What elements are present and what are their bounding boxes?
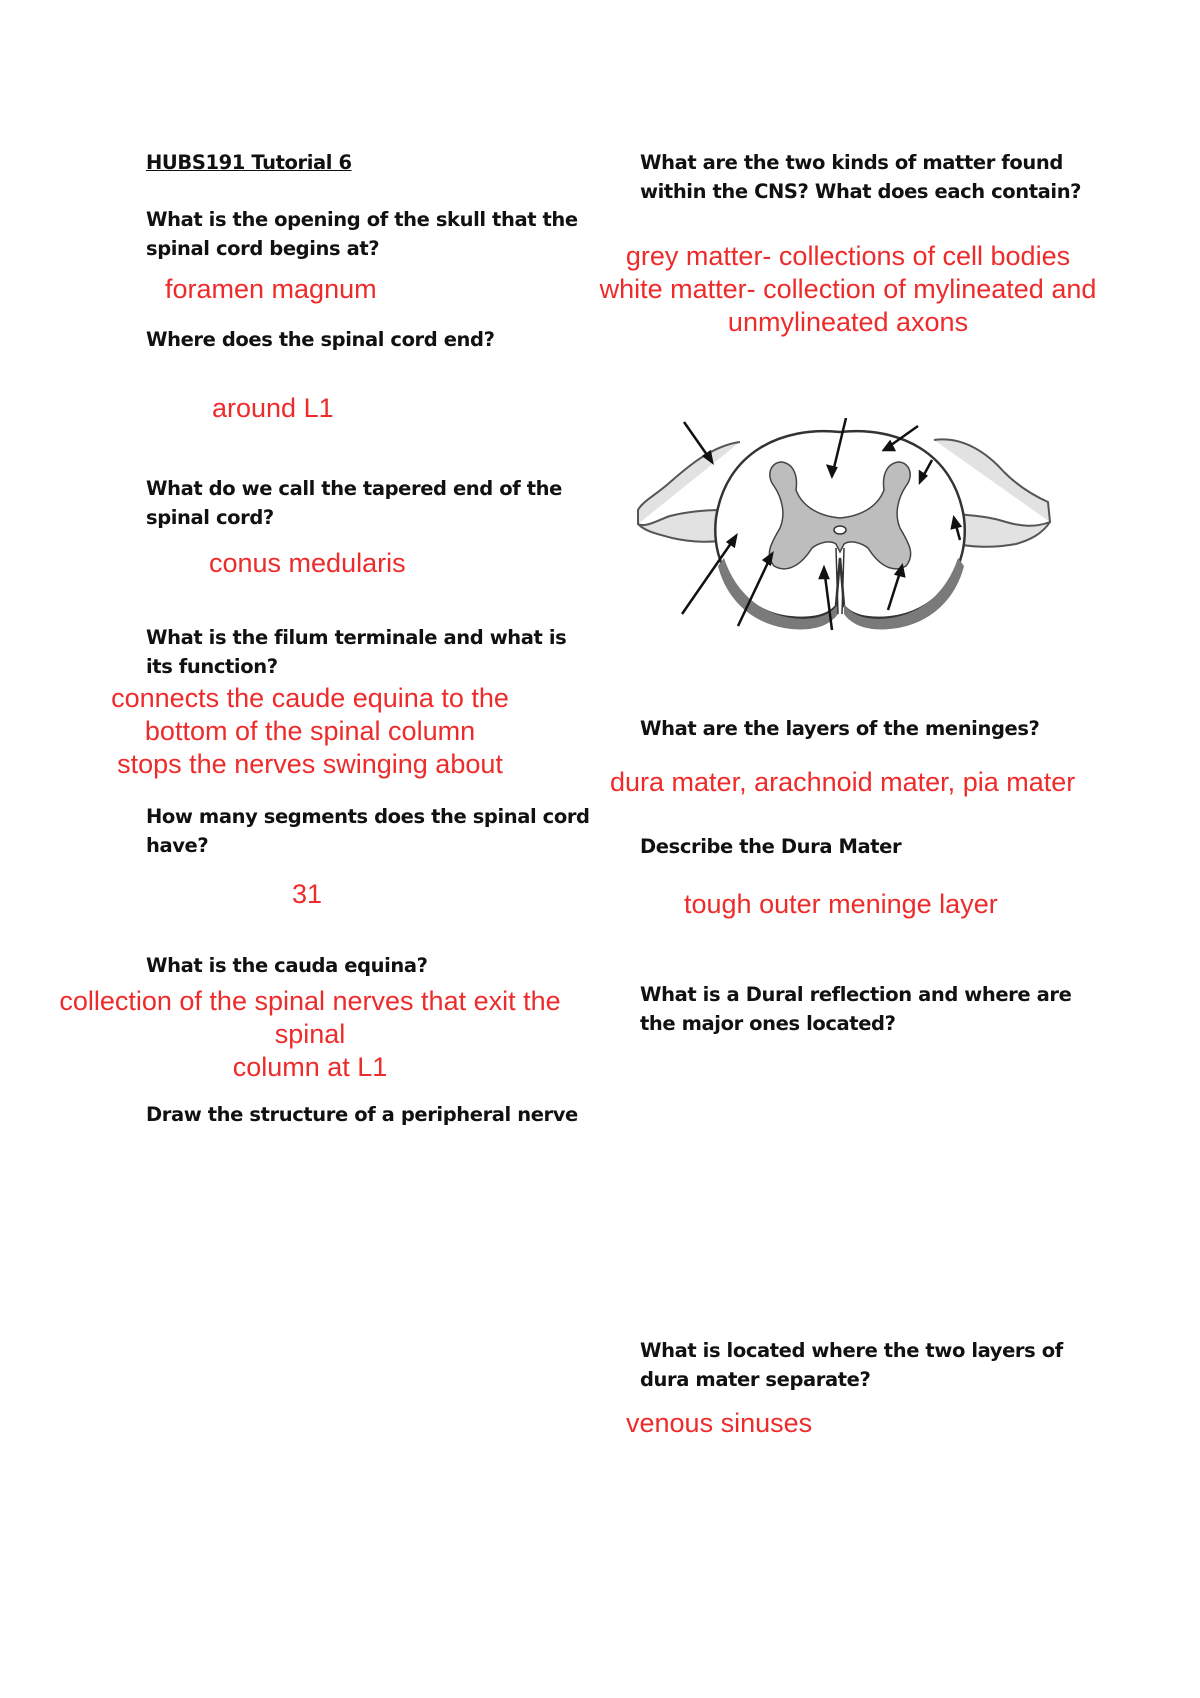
question-peripheral-nerve: Draw the structure of a peripheral nerve	[146, 1103, 578, 1126]
answer-dura-mater: tough outer meninge layer	[684, 889, 998, 919]
answer-skull-opening: foramen magnum	[165, 274, 377, 304]
answer-cns-matter: grey matter- collections of cell bodies white matter- collection of mylineated and unmylineated axons	[599, 241, 1097, 337]
question-skull-opening: What is the opening of the skull that the spinal cord begins at?	[146, 208, 578, 260]
worksheet-title: HUBS191 Tutorial 6	[146, 151, 352, 174]
answer-filum-terminale: connects the caude equina to the bottom of the spinal column stops the nerves swinging about	[111, 683, 509, 779]
question-segments: How many segments does the spinal cord have?	[146, 805, 590, 857]
question-dural-reflection: What is a Dural reflection and where are the major ones located?	[640, 983, 1072, 1035]
answer-segments: 31	[292, 879, 323, 909]
answer-cauda-equina: collection of the spinal nerves that exit the spinal column at L1	[59, 986, 561, 1082]
question-tapered-end: What do we call the tapered end of the spinal cord?	[146, 477, 562, 529]
question-dura-mater: Describe the Dura Mater	[640, 835, 902, 858]
question-cns-matter: What are the two kinds of matter found within the CNS? What does each contain?	[640, 151, 1082, 203]
spinal-cord-cross-section-icon	[632, 418, 1060, 658]
answer-spinal-cord-end: around L1	[212, 393, 334, 423]
answer-tapered-end: conus medularis	[209, 548, 406, 578]
central-canal	[834, 526, 846, 534]
answer-meninges-layers: dura mater, arachnoid mater, pia mater	[610, 767, 1076, 797]
question-spinal-cord-end: Where does the spinal cord end?	[146, 328, 495, 351]
question-cauda-equina: What is the cauda equina?	[146, 954, 428, 977]
answer-dura-separation: venous sinuses	[626, 1408, 813, 1438]
question-filum-terminale: What is the filum terminale and what is its function?	[146, 626, 567, 678]
question-dura-separation: What is located where the two layers of dura mater separate?	[640, 1339, 1063, 1391]
question-meninges-layers: What are the layers of the meninges?	[640, 717, 1040, 740]
